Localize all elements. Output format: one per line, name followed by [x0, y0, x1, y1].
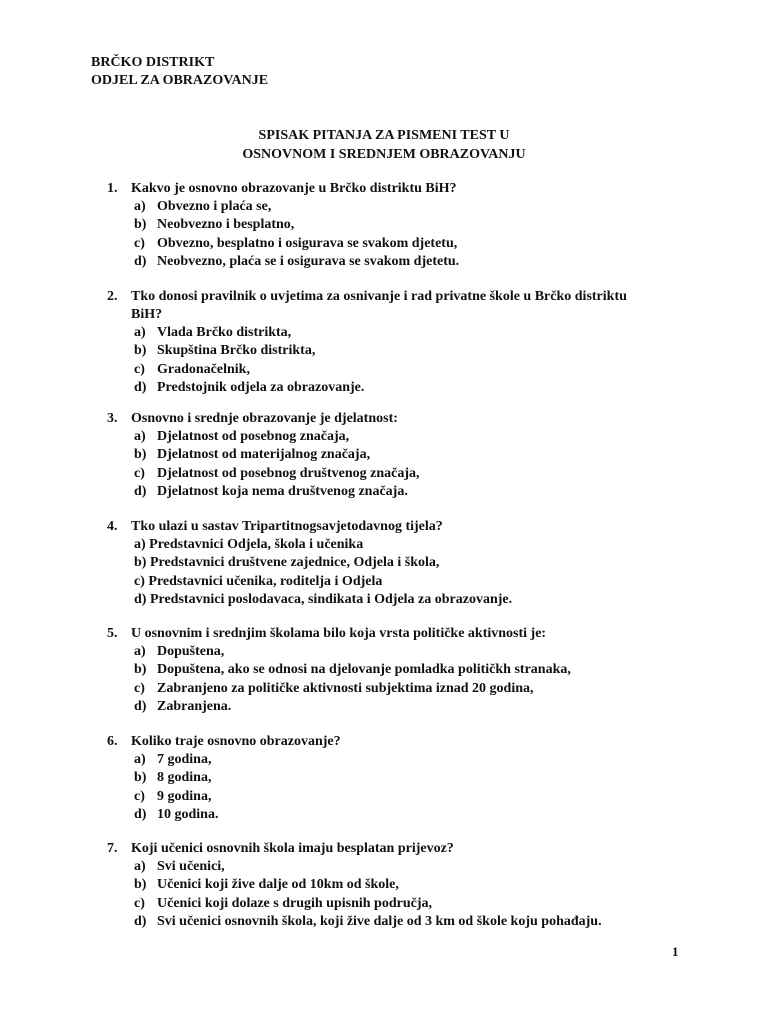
answer-label: c): [134, 361, 145, 377]
question-line: [107, 180, 697, 198]
question-text: Tko ulazi u sastav Tripartitnogsavjetodavnog tijela?: [131, 519, 443, 534]
header-district: BRČKO DISTRIKT: [91, 55, 215, 70]
answer-text: Svi učenici osnovnih škola, koji žive dalje od 3 km od škole koju pohađaju.: [157, 913, 602, 929]
answer-text: Neobvezno i besplatno,: [157, 217, 295, 233]
answer-label: b): [134, 343, 147, 359]
question-text: Kakvo je osnovno obrazovanje u Brčko distriktu BiH?: [131, 181, 457, 196]
page-number: 1: [672, 944, 679, 959]
question-number: 2.: [107, 289, 118, 304]
answer-list: [107, 751, 697, 824]
question-item: [107, 840, 697, 931]
answer-text: Djelatnost od posebnog društvenog značaja,: [157, 465, 420, 481]
answer-text: Predstavnici Odjela, škola i učenika: [149, 537, 364, 552]
answer-option: [107, 235, 697, 253]
answer-label: a): [134, 199, 146, 214]
answer-list: [107, 428, 697, 501]
answer-option: [107, 680, 697, 698]
answer-option: [107, 573, 697, 591]
answer-label: d): [134, 913, 147, 929]
answer-label: c): [134, 573, 145, 589]
answer-list: [107, 858, 697, 931]
answer-text: Djelatnost od materijalnog značaja,: [157, 447, 371, 463]
answer-option: [107, 858, 697, 876]
answer-option: [107, 895, 697, 913]
answer-text: Neobvezno, plaća se i osigurava se svakom djetetu.: [157, 253, 460, 269]
question-line: [107, 840, 697, 858]
answer-list: [107, 643, 697, 716]
answer-label: c): [134, 895, 145, 911]
answer-label: a): [134, 537, 146, 552]
answer-label: b): [134, 447, 147, 463]
question-number: 6.: [107, 734, 118, 749]
answer-label: d): [134, 379, 147, 395]
question-item: [107, 733, 697, 824]
answer-option: [107, 198, 697, 216]
answer-option: [107, 591, 697, 609]
answer-option: [107, 554, 697, 572]
answer-text: Dopuštena,: [157, 644, 225, 659]
document-header: [91, 54, 268, 90]
question-number: 3.: [107, 411, 118, 426]
answer-option: [107, 483, 697, 501]
question-line: [107, 410, 697, 428]
answer-label: b): [134, 555, 147, 571]
question-text: BiH?: [131, 307, 163, 322]
answer-label: a): [134, 644, 146, 659]
question-text: Tko donosi pravilnik o uvjetima za osnivanje i rad privatne škole u Brčko distriktu: [131, 289, 627, 304]
answer-text: Obvezno i plaća se,: [157, 199, 272, 214]
question-number: 1.: [107, 181, 118, 196]
answer-list: [107, 536, 697, 609]
question-number: 5.: [107, 626, 118, 641]
answer-option: [107, 788, 697, 806]
answer-text: 9 godina,: [157, 788, 212, 804]
answer-text: Vlada Brčko distrikta,: [157, 325, 292, 340]
question-text: Osnovno i srednje obrazovanje je djelatnost:: [131, 411, 398, 426]
answer-option: [107, 342, 697, 360]
answer-text: Učenici koji dolaze s drugih upisnih područja,: [157, 895, 432, 911]
answer-option: [107, 379, 697, 397]
document-title: [0, 126, 768, 164]
answer-label: a): [134, 752, 146, 767]
question-text: Koji učenici osnovnih škola imaju besplatan prijevoz?: [131, 841, 454, 856]
question-text: Koliko traje osnovno obrazovanje?: [131, 734, 341, 749]
title-line-1: SPISAK PITANJA ZA PISMENI TEST U: [258, 128, 510, 143]
answer-text: Predstavnici poslodavaca, sindikata i Odjela za obrazovanje.: [149, 591, 513, 607]
answer-label: c): [134, 680, 145, 696]
question-text: U osnovnim i srednjim školama bilo koja vrsta političke aktivnosti je:: [131, 626, 547, 641]
question-line: [107, 733, 697, 751]
answer-option: [107, 769, 697, 787]
answer-option: [107, 216, 697, 234]
answer-option: [107, 253, 697, 271]
answer-label: a): [134, 325, 146, 340]
question-item: [107, 410, 697, 501]
answer-label: d): [134, 253, 147, 269]
answer-text: Djelatnost od posebnog značaja,: [157, 429, 350, 444]
header-department: ODJEL ZA OBRAZOVANJE: [91, 73, 269, 88]
answer-text: Zabranjeno za političke aktivnosti subjektima iznad 20 godina,: [157, 680, 534, 696]
answer-label: c): [134, 235, 145, 251]
answer-label: d): [134, 698, 147, 714]
answer-label: a): [134, 859, 146, 874]
answer-label: b): [134, 770, 147, 786]
answer-label: d): [134, 483, 147, 499]
question-line: [107, 306, 697, 324]
answer-text: Predstojnik odjela za obrazovanje.: [157, 379, 365, 395]
answer-option: [107, 661, 697, 679]
answer-option: [107, 324, 697, 342]
answer-option: [107, 536, 697, 554]
answer-label: c): [134, 465, 145, 481]
question-line: [107, 288, 697, 306]
answer-option: [107, 428, 697, 446]
answer-option: [107, 876, 697, 894]
question-line: [107, 625, 697, 643]
answer-option: [107, 806, 697, 824]
answer-text: Gradonačelnik,: [157, 361, 250, 377]
question-number: 4.: [107, 519, 118, 534]
answer-option: [107, 361, 697, 379]
answer-text: Obvezno, besplatno i osigurava se svakom djetetu,: [157, 235, 458, 251]
answer-text: 10 godina.: [157, 806, 219, 822]
question-item: [107, 180, 697, 271]
answer-text: Djelatnost koja nema društvenog značaja.: [157, 483, 408, 499]
answer-text: Dopuštena, ako se odnosi na djelovanje pomladka političkh stranaka,: [157, 662, 571, 678]
answer-option: [107, 698, 697, 716]
answer-label: d): [134, 806, 147, 822]
answer-label: c): [134, 788, 145, 804]
answer-text: 7 godina,: [157, 752, 212, 767]
question-item: [107, 288, 697, 397]
answer-option: [107, 465, 697, 483]
question-number: 7.: [107, 841, 118, 856]
answer-text: 8 godina,: [157, 770, 212, 786]
answer-label: b): [134, 662, 147, 678]
answer-text: Zabranjena.: [157, 698, 232, 714]
title-line-2: OSNOVNOM I SREDNJEM OBRAZOVANJU: [242, 147, 526, 162]
answer-option: [107, 751, 697, 769]
answer-text: Predstavnici učenika, roditelja i Odjela: [148, 573, 383, 589]
answer-label: b): [134, 217, 147, 233]
answer-option: [107, 446, 697, 464]
answer-text: Skupština Brčko distrikta,: [157, 343, 316, 359]
answer-label: d): [134, 591, 147, 607]
answer-option: [107, 913, 697, 931]
question-line: [107, 518, 697, 536]
question-item: [107, 625, 697, 716]
answer-text: Svi učenici,: [157, 859, 225, 874]
answer-list: [107, 198, 697, 271]
answer-label: b): [134, 877, 147, 893]
answer-text: Učenici koji žive dalje od 10km od škole,: [157, 877, 399, 893]
answer-list: [107, 324, 697, 397]
answer-label: a): [134, 429, 146, 444]
answer-text: Predstavnici društvene zajednice, Odjela i škola,: [149, 555, 440, 571]
answer-option: [107, 643, 697, 661]
question-item: [107, 518, 697, 609]
